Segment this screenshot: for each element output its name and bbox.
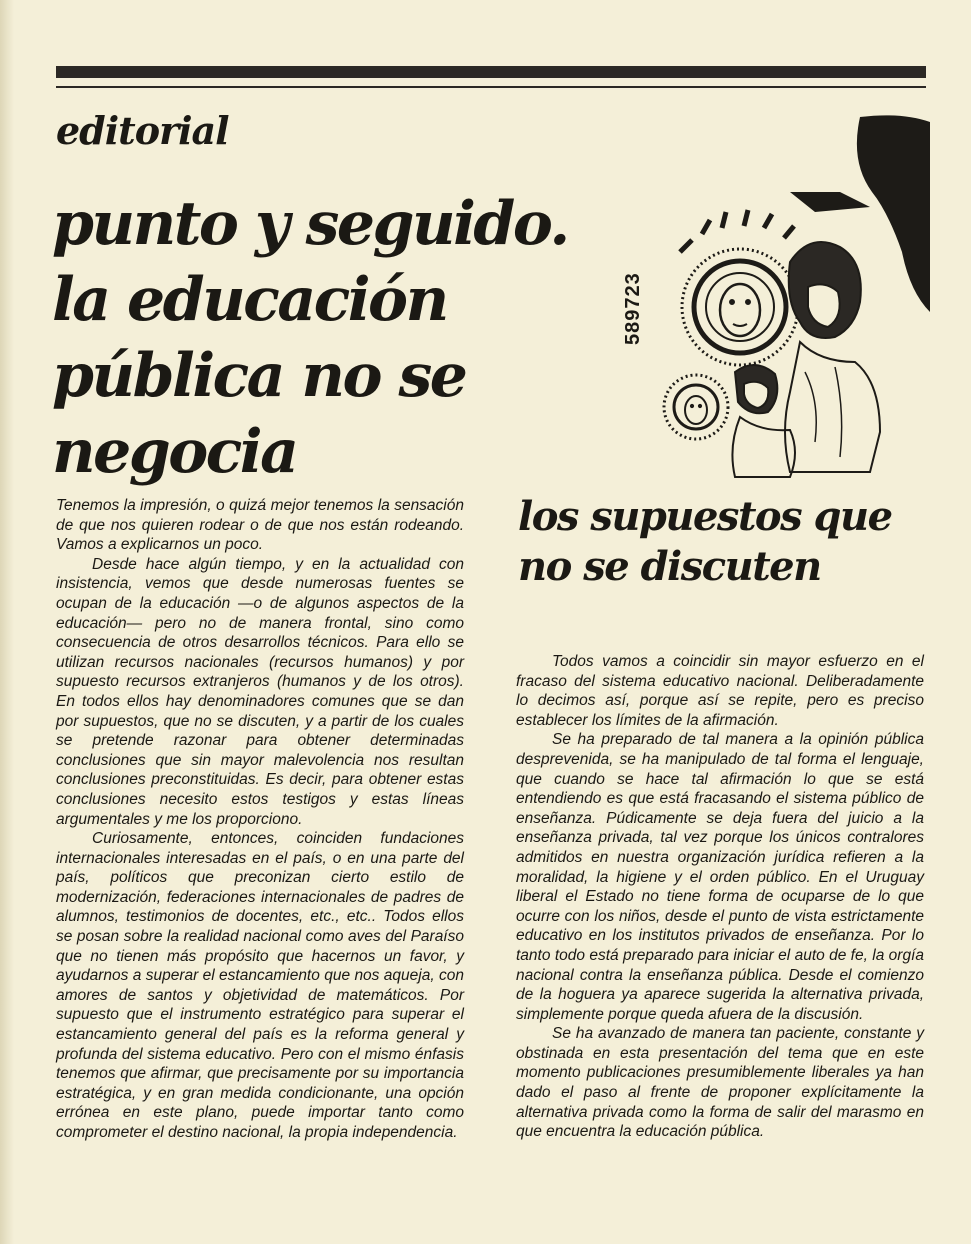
stamp-number: 589723 (622, 272, 644, 345)
left-paragraph-2: Desde hace algún tiempo, y en la actualidad con insistencia, vemos que desde numerosas fuentes se ocupan de la educación —o de algunos aspectos de la educación— pero no de manera frontal, sino como consecuencia de otros desarrollos técnicos. Para ello se utilizan recursos nacionales (recursos humanos) y por supuesto recursos extranjeros (humanos y de los otros). En todos ellos hay denominadores comunes que se dan por supuestos, que no se discuten, y a partir de los cuales se pretende razonar para obtener determinadas conclusiones que sin mayor malevolencia nos resultan conclusiones preconstituidas. Es decir, para obtener estas conclusiones necesito estos testigos y estas líneas argumentales y me los proporciono. (56, 555, 464, 828)
sun-face-large (680, 210, 798, 365)
engraved-faces-illustration (640, 112, 930, 482)
header-rule-thick (56, 66, 926, 78)
right-paragraph-2: Se ha preparado de tal manera a la opinión pública desprevenida, se ha manipulado de tal forma el lenguaje, que cuando se hace tal afirmación lo que se está entendiendo es que está fracasando el sistema público de enseñanza. Púdicamente se deja fuera del juicio a la enseñanza privada, tal vez porque los únicos contralores admitidos en nuestra organización jurídica refieren a la moralidad, la higiene y el orden público. En el Uruguay liberal el Estado no tiene forma de ocuparse de lo que ocurre con los niños, desde el punto de vista estrictamente educativo en los institutos privados de enseñanza. Por lo tanto todo está preparado para iniciar el auto de fe, la orgía nacional contra la enseñanza pública. Desde el comienzo de la hoguera ya aparece sugerida la alternativa privada, simplemente porque queda afuera de la discusión. (516, 731, 924, 1023)
section-kicker: editorial (56, 108, 229, 153)
right-paragraph-3: Se ha avanzado de manera tan paciente, constante y obstinada en esta presentación del tema que en este momento publicaciones presumiblemente liberales ya han dado el paso al frente de proponer explícitamente la alternativa privada como la forma de salir del marasmo en que encuentra la educación pública. (516, 1025, 924, 1141)
header-rule-thin (56, 86, 926, 88)
page-edge (0, 0, 14, 1244)
mother-figure (785, 242, 880, 472)
left-paragraph-3: Curiosamente, entonces, coinciden fundaciones internacionales interesadas en el país, o en una parte del país, políticos que preconizan cierto estilo de modernización, federaciones internacionales de padres de alumnos, testimonios de docentes, etc., etc.. Todos ellos se posan sobre la realidad nacional como aves del Paraíso que no tienen más propósito que hacernos un favor, y ayudarnos a superar el estancamiento que nos aqueja, con amores de santos y objetividad de matemáticos. Por supuesto que el instrumento estratégico para superar el estancamiento general del país es la reforma general y profunda del sistema educativo. Pero con el mismo énfasis tenemos que afirmar, que precisamente por su importancia estratégica, y en gran medida condicionante, una opción errónea en este plano, puede importar tanto como comprometer el destino nacional, la propia independencia. (56, 830, 464, 1141)
headline: punto y seguido. la educación pública no se negocia (52, 189, 568, 487)
left-column (56, 496, 464, 1143)
sun-face-small (664, 375, 728, 439)
subheading: los supuestos que no se discuten (518, 493, 892, 590)
left-paragraph-1: Tenemos la impresión, o quizá mejor tenemos la sensación de que nos quieren rodear o de que nos están rodeando. Vamos a explicarnos un poco. (56, 497, 464, 554)
right-column (516, 652, 924, 1142)
right-paragraph-1: Todos vamos a coincidir sin mayor esfuerzo en el fracaso del sistema educativo nacional. Deliberadamente lo decimos así, porque así se repite, pero es preciso establecer los límites de la afirmación. (516, 653, 924, 729)
